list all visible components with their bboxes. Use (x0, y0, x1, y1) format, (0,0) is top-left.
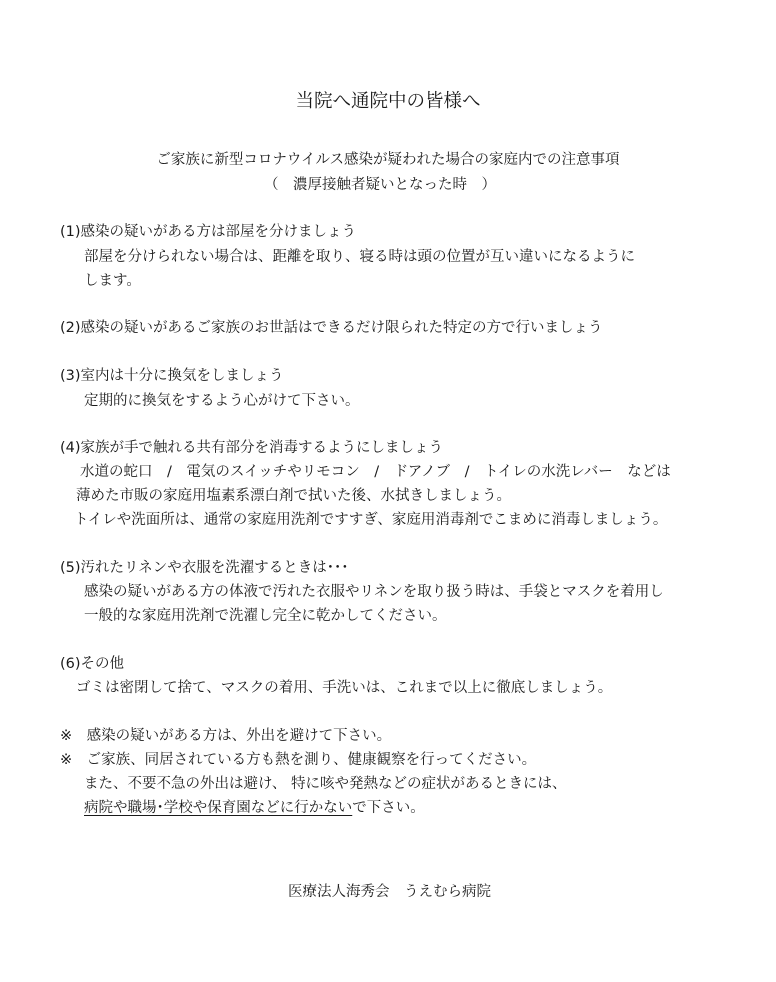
section-5-heading: (5)汚れたリネンや衣服を洗濯するときは･･･ (60, 560, 349, 576)
footer-organization: 医療法人海秀会 うえむら病院 (288, 884, 491, 900)
section-6-heading: (6)その他 (60, 656, 125, 672)
page-title: 当院へ通院中の皆様へ (295, 91, 481, 112)
section-1-body-line-2: します。 (84, 273, 141, 289)
section-1-heading: (1)感染の疑いがある方は部屋を分けましょう (60, 224, 357, 240)
subtitle-note: （ 濃厚接触者疑いとなった時 ） (264, 177, 496, 193)
note-2-line-3-rest: で下さい。 (352, 800, 425, 816)
note-2-line-2: また、不要不急の外出は避け、 特に咳や発熱などの症状があるときには、 (84, 776, 567, 792)
note-2: ※ ご家族、同居されている方も熱を測り、健康観察を行ってください。 (60, 752, 537, 768)
note-2-line-3 (84, 798, 425, 818)
section-4-body-line-1: 水道の蛇口 / 電気のスイッチやリモコン / ドアノブ / トイレの水洗レバー などは (80, 464, 671, 480)
section-5-body-line-2: 一般的な家庭用洗剤で洗濯し完全に乾かしてください。 (84, 608, 447, 624)
section-3-heading: (3)室内は十分に換気をしましょう (60, 368, 284, 384)
section-1-body-line-1: 部屋を分けられない場合は、距離を取り、寝る時は頭の位置が互い違いになるように (84, 249, 635, 265)
section-3-body-line-1: 定期的に換気をするよう心がけて下さい。 (84, 393, 360, 409)
section-5-body-line-1: 感染の疑いがある方の体液で汚れた衣服やリネンを取り扱う時は、手袋とマスクを着用し (84, 584, 664, 600)
subtitle: ご家族に新型コロナウイルス感染が疑われた場合の家庭内での注意事項 (156, 152, 620, 168)
note-1: ※ 感染の疑いがある方は、外出を避けて下さい。 (60, 728, 392, 744)
underlined-warning: 病院や職場･学校や保育園などに行かない (84, 800, 353, 816)
section-4-body-line-2: 薄めた市販の家庭用塩素系漂白剤で拭いた後、水拭きしましょう。 (76, 488, 511, 504)
section-4-heading: (4)家族が手で触れる共有部分を消毒するようにしましょう (60, 440, 444, 456)
section-2-heading: (2)感染の疑いがあるご家族のお世話はできるだけ限られた特定の方で行いましょう (60, 320, 603, 336)
section-6-body-line-1: ゴミは密閉して捨て、マスクの着用、手洗いは、これまで以上に徹底しましょう。 (76, 680, 613, 696)
section-4-body-line-3: トイレや洗面所は、通常の家庭用洗剤ですすぎ、家庭用消毒剤でこまめに消毒しましょう。 (74, 512, 668, 528)
